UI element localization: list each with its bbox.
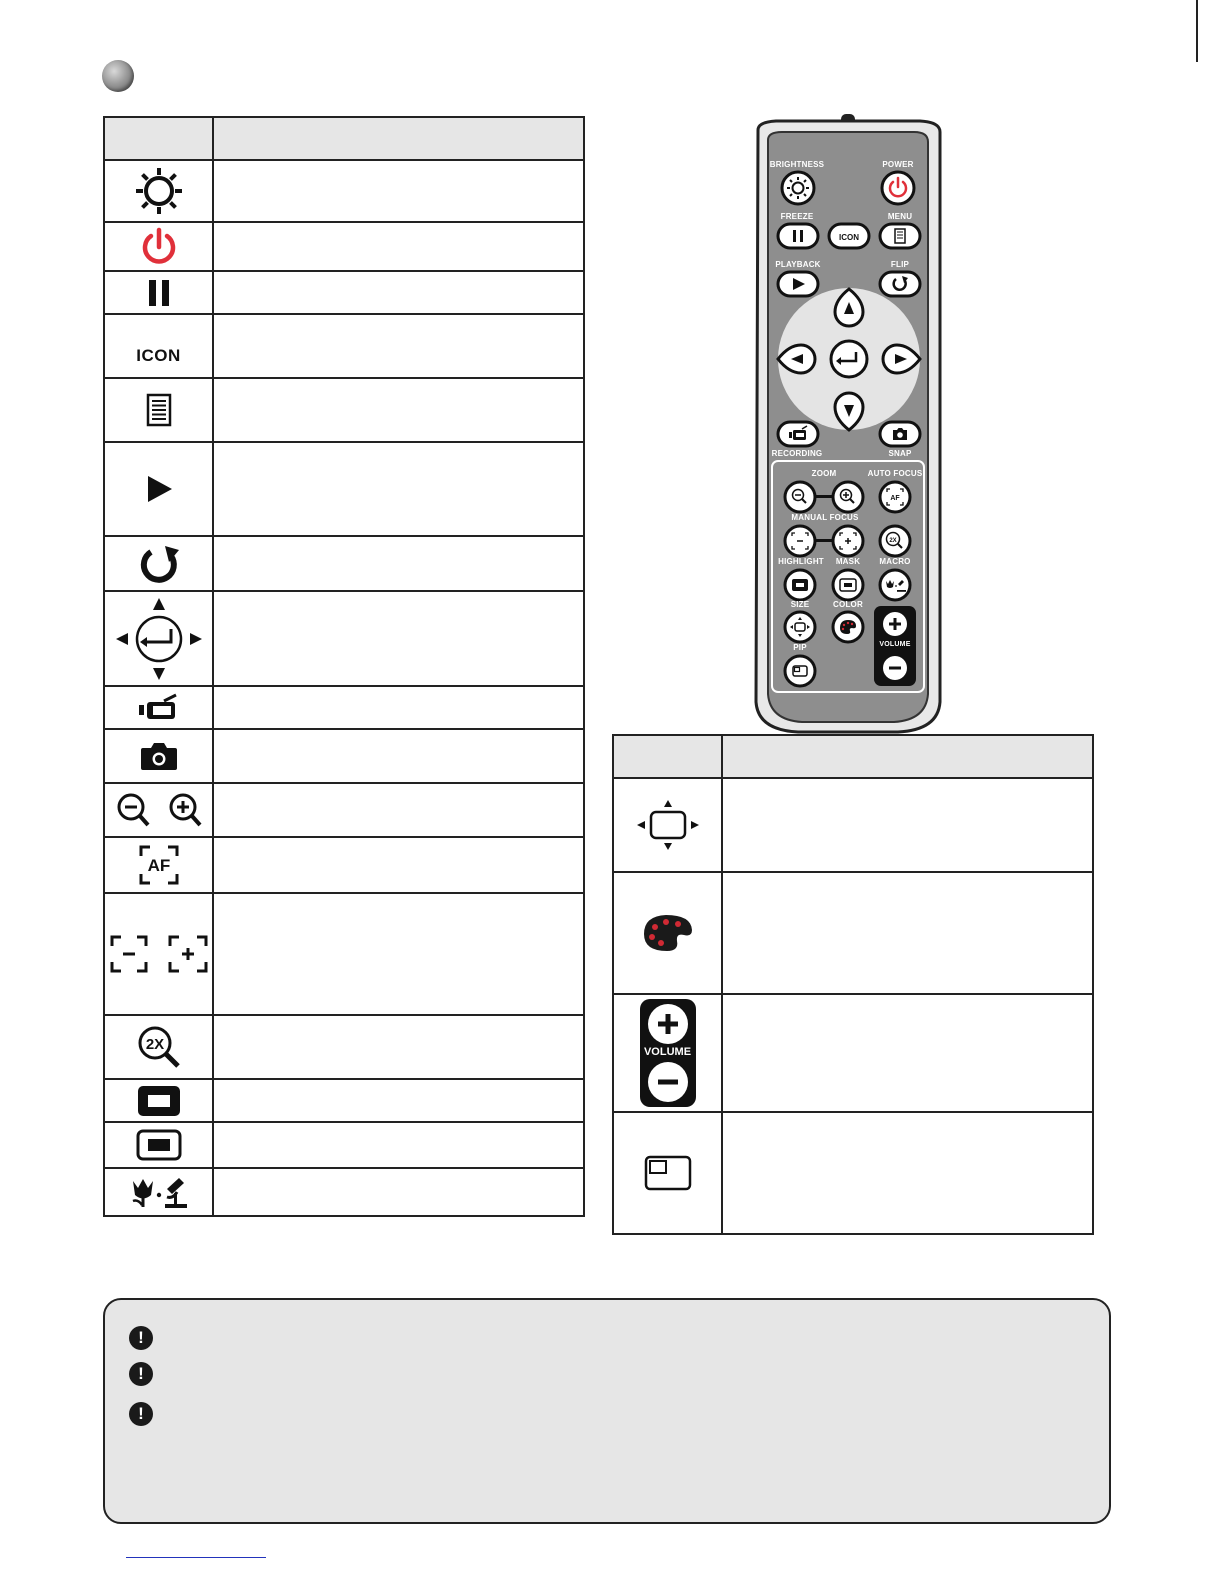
- function-description: [213, 378, 584, 442]
- remote-label-freeze: FREEZE: [780, 212, 814, 221]
- function-description: [213, 783, 584, 837]
- margin-rule: [1196, 0, 1198, 62]
- playback-icon: [144, 474, 174, 504]
- function-description: [213, 837, 584, 893]
- remote-left-button[interactable]: [775, 342, 817, 376]
- power-icon: [139, 227, 179, 267]
- remote-color-button[interactable]: [831, 610, 865, 644]
- remote-down-button[interactable]: [832, 391, 866, 433]
- remote-macro-2x-button[interactable]: [878, 524, 912, 558]
- function-description: [213, 729, 584, 783]
- remote-focus-minus-button[interactable]: [783, 524, 817, 558]
- remote-highlight-button[interactable]: [783, 568, 817, 602]
- mask-icon: [135, 1128, 183, 1162]
- remote-size-button[interactable]: [783, 610, 817, 644]
- freeze-pause-icon: [144, 278, 174, 308]
- function-description: [213, 314, 584, 378]
- notes-box: [103, 1298, 1111, 1524]
- remote-zoom-in-button[interactable]: [831, 480, 865, 514]
- function-description: [722, 778, 1093, 872]
- function-description: [213, 1079, 584, 1122]
- remote-label-auto-focus: AUTO FOCUS: [867, 469, 923, 478]
- svg-text:AF: AF: [890, 495, 900, 502]
- svg-text:2X: 2X: [145, 1036, 164, 1053]
- function-description: [722, 872, 1093, 994]
- function-description: [213, 893, 584, 1015]
- function-description: [213, 160, 584, 222]
- remote-focus-plus-button[interactable]: [831, 524, 865, 558]
- button-function-table-left: [103, 116, 585, 1217]
- remote-label-zoom: ZOOM: [811, 469, 837, 478]
- remote-control-illustration: [748, 110, 948, 736]
- remote-icon-button[interactable]: [827, 222, 871, 250]
- remote-flip-button[interactable]: [878, 270, 922, 298]
- remote-label-color: COLOR: [833, 600, 863, 609]
- function-description: [213, 1015, 584, 1079]
- function-description: [722, 1112, 1093, 1234]
- highlight-icon: [136, 1084, 182, 1118]
- size-icon: [635, 798, 701, 852]
- brightness-icon: [134, 166, 184, 216]
- remote-recording-button[interactable]: [776, 420, 820, 448]
- function-description: [213, 591, 584, 686]
- exclamation-icon: !: [129, 1326, 153, 1350]
- remote-label-highlight: HIGHLIGHT: [778, 557, 824, 566]
- svg-text:2X: 2X: [889, 538, 897, 544]
- remote-up-button[interactable]: [832, 286, 866, 328]
- remote-power-button[interactable]: [880, 170, 916, 206]
- menu-icon: [145, 393, 173, 427]
- function-description: [213, 271, 584, 314]
- remote-freeze-button[interactable]: [776, 222, 820, 250]
- icon-text-label: ICON: [136, 346, 181, 365]
- remote-label-size: SIZE: [790, 600, 810, 609]
- remote-label-macro: MACRO: [879, 557, 911, 566]
- footer-link-underline[interactable]: [126, 1557, 266, 1558]
- remote-zoom-connector: [816, 495, 832, 498]
- macro-microscope-icon: [129, 1175, 189, 1209]
- remote-pip-button[interactable]: [783, 654, 817, 688]
- remote-label-snap: SNAP: [888, 449, 912, 458]
- remote-enter-button[interactable]: [828, 339, 870, 379]
- recording-icon: [137, 693, 181, 723]
- navigation-enter-icon: [113, 595, 205, 683]
- remote-snap-button[interactable]: [878, 420, 922, 448]
- snap-camera-icon: [139, 740, 179, 772]
- remote-macro-button[interactable]: [878, 568, 912, 602]
- remote-brightness-button[interactable]: [780, 170, 816, 206]
- remote-menu-button[interactable]: [878, 222, 922, 250]
- remote-label-power: POWER: [882, 160, 914, 169]
- volume-icon-label: VOLUME: [643, 1046, 692, 1058]
- remote-label-brightness: BRIGHTNESS: [769, 160, 825, 169]
- remote-auto-focus-button[interactable]: [878, 480, 912, 514]
- pip-icon: [644, 1155, 692, 1191]
- button-function-table-right: [612, 734, 1094, 1235]
- zoom-out-in-icon: [111, 791, 207, 829]
- function-description: [213, 222, 584, 271]
- remote-label-flip: FLIP: [890, 260, 910, 269]
- macro-2x-zoom-icon: [136, 1024, 182, 1070]
- section-bullet-icon: [102, 60, 134, 92]
- color-palette-icon: [641, 912, 695, 954]
- remote-right-button[interactable]: [881, 342, 923, 376]
- function-description: [213, 1168, 584, 1216]
- remote-label-mask: MASK: [835, 557, 861, 566]
- remote-label-menu: MENU: [887, 212, 913, 221]
- remote-label-volume: VOLUME: [879, 641, 911, 648]
- function-description: [722, 994, 1093, 1112]
- remote-zoom-out-button[interactable]: [783, 480, 817, 514]
- remote-playback-button[interactable]: [776, 270, 820, 298]
- function-description: [213, 442, 584, 536]
- volume-icon: [639, 998, 697, 1108]
- manual-focus-icon: [109, 934, 209, 974]
- exclamation-icon: !: [129, 1402, 153, 1426]
- header-function-cell: [213, 117, 584, 160]
- remote-label-recording: RECORDING: [771, 449, 823, 458]
- remote-mask-button[interactable]: [831, 568, 865, 602]
- remote-icon-button-text: ICON: [839, 233, 859, 242]
- svg-text:AF: AF: [147, 856, 170, 875]
- header-icon-cell: [613, 735, 722, 778]
- auto-focus-icon: [138, 844, 180, 886]
- remote-label-manual-focus: MANUAL FOCUS: [791, 513, 859, 522]
- flip-icon: [137, 542, 181, 586]
- remote-label-pip: PIP: [793, 643, 807, 652]
- exclamation-icon: !: [129, 1362, 153, 1386]
- function-description: [213, 1122, 584, 1168]
- remote-label-playback: PLAYBACK: [775, 260, 821, 269]
- header-icon-cell: [104, 117, 213, 160]
- remote-focus-connector: [816, 539, 832, 542]
- function-description: [213, 686, 584, 729]
- function-description: [213, 536, 584, 591]
- header-function-cell: [722, 735, 1093, 778]
